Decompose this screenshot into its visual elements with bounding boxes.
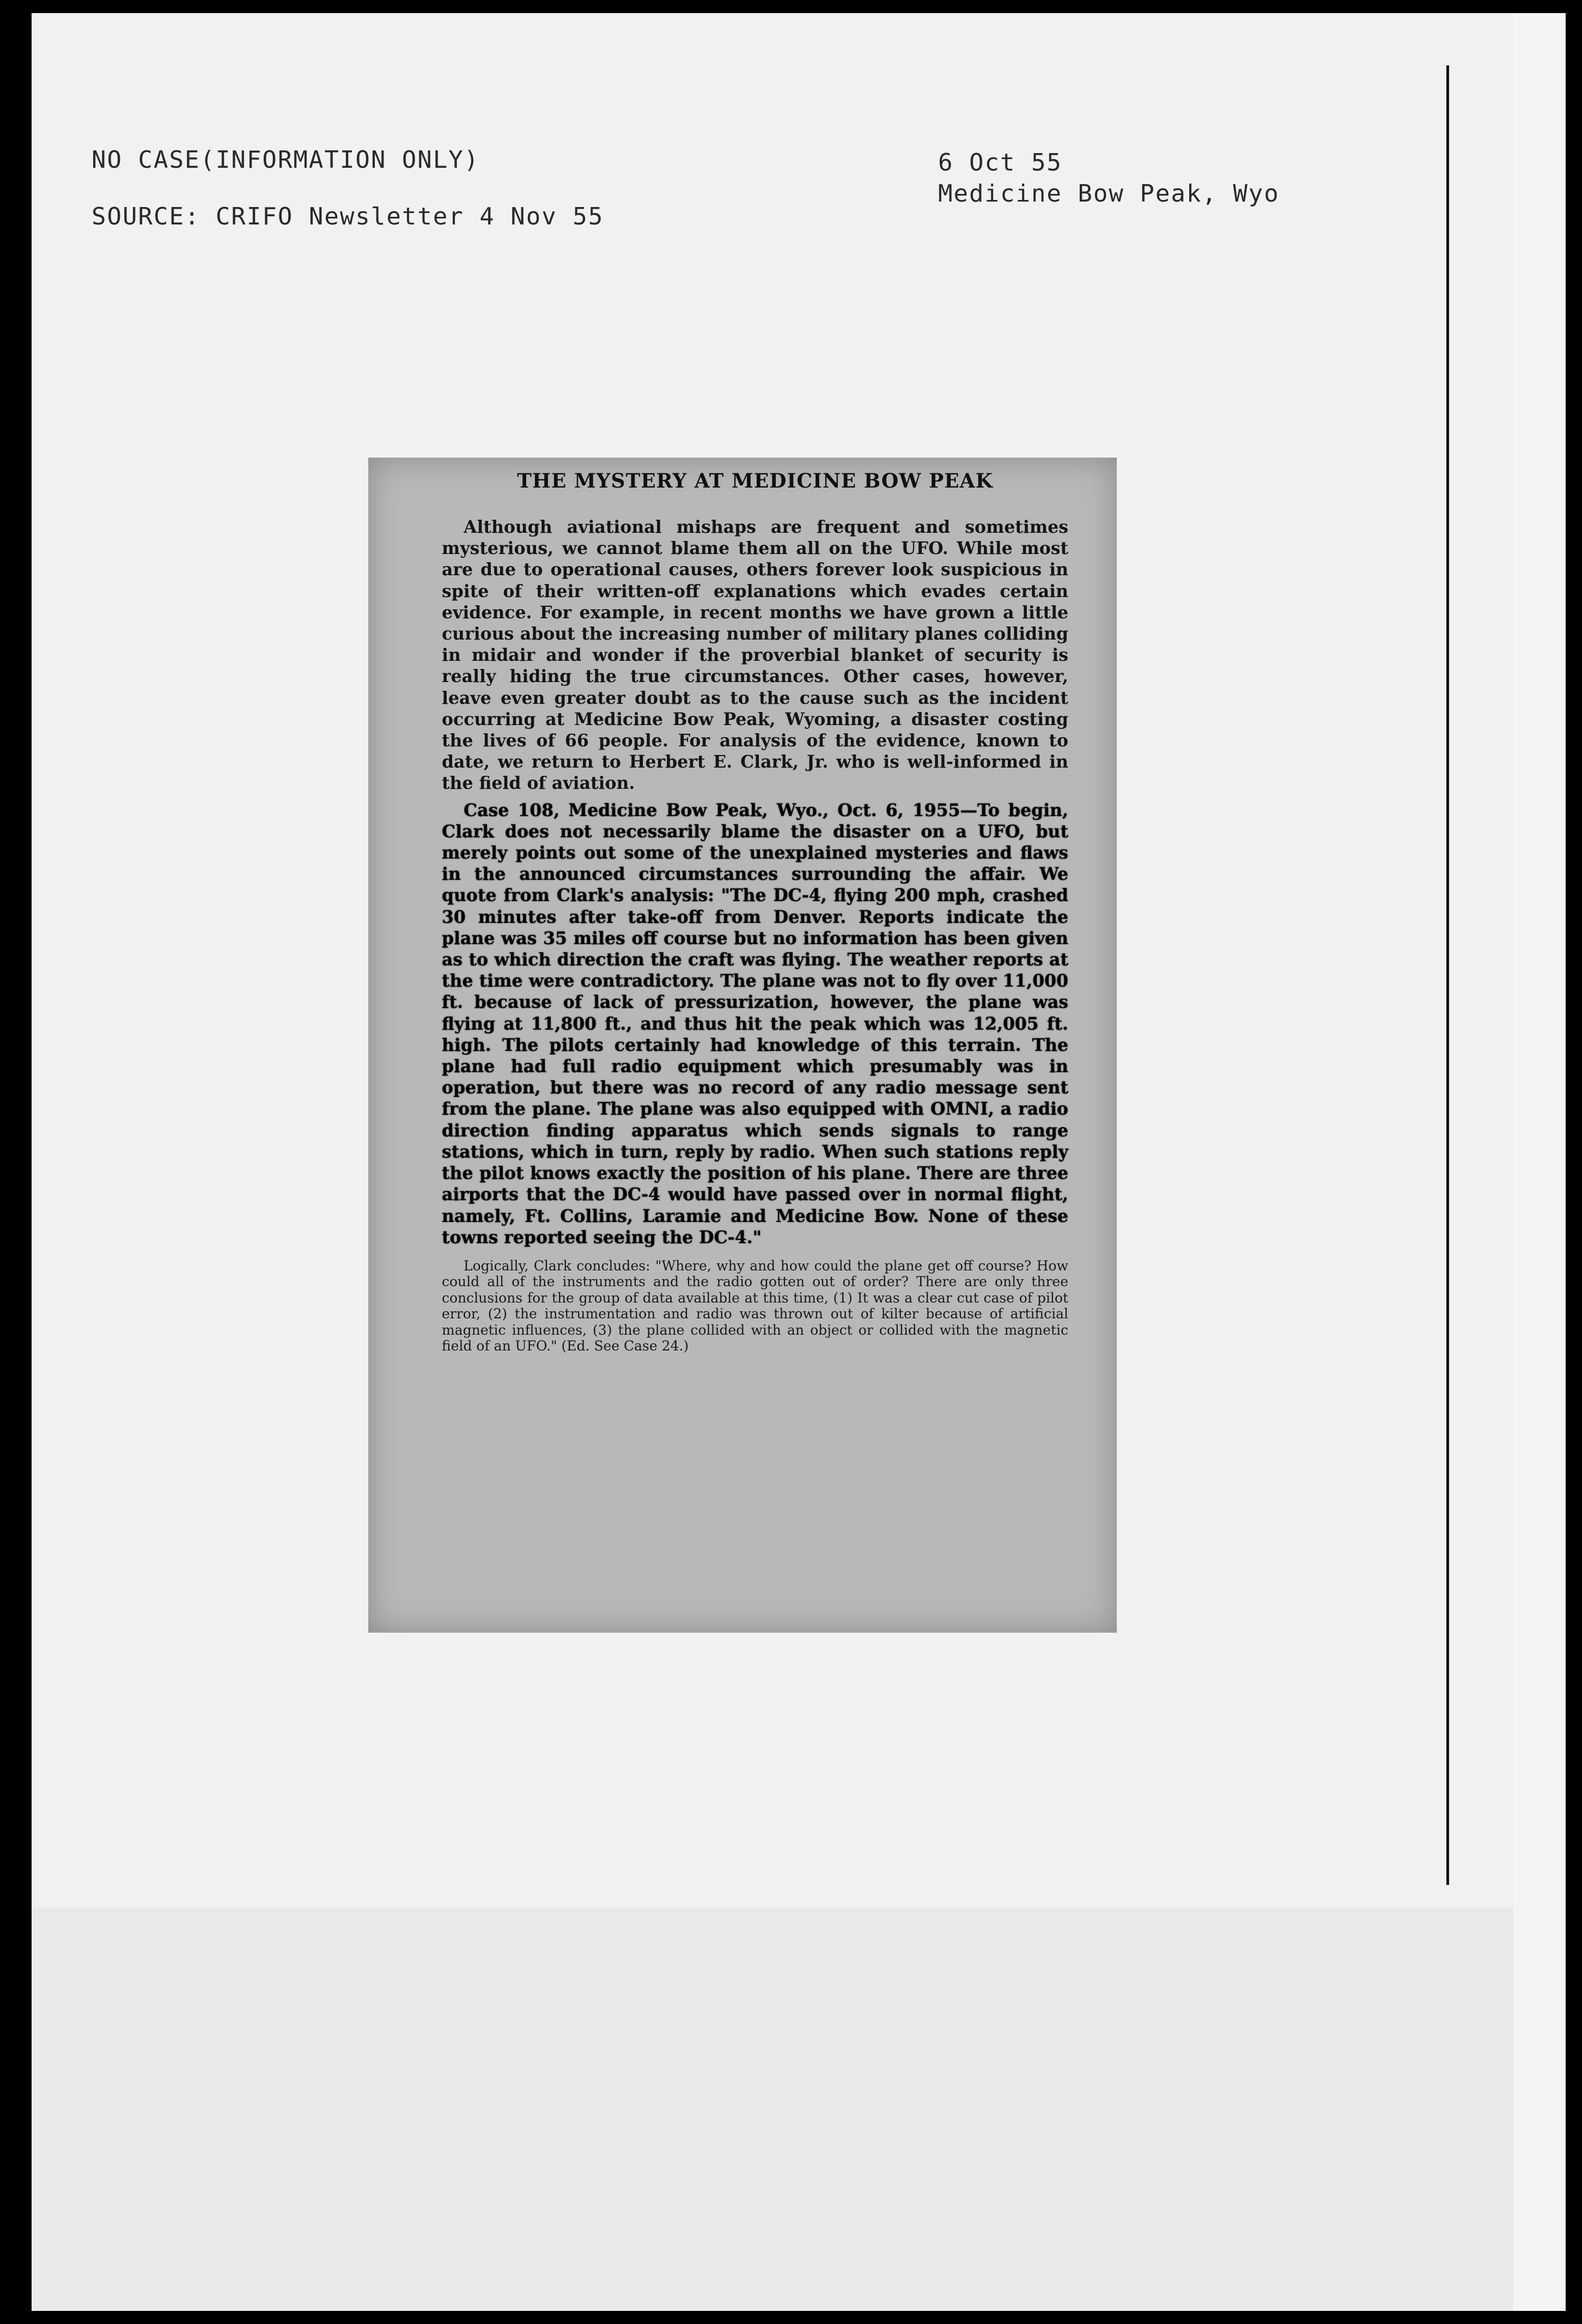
source-line: SOURCE: CRIFO Newsletter 4 Nov 55 <box>92 203 604 230</box>
clipping-paragraph: Logically, Clark concludes: "Where, why and how could the plane get off course? How could all of the instruments and the radio gotten out of order? There are only three conclusions for the group of data available at this time, (1) It was a clear cut case of pilot error, (2) the instrumentation and radio was thrown out of kilter because of artificial magnetic influences, (3) the plane collided with an object or collided with the magnetic field of an UFO." (Ed. See Case 24.) <box>442 1257 1068 1354</box>
clipping-paragraph: Case 108, Medicine Bow Peak, Wyo., Oct. 6, 1955—To begin, Clark does not necessarily blame the disaster on a UFO, but merely points out some of the unexplained mysteries and flaws in the announced circumstances surrounding the affair. We quote from Clark's analysis: "The DC-4, flying 200 mph, crashed 30 minutes after take-off from Denver. Reports indicate the plane was 35 miles off course but no information has been given as to which direction the craft was flying. The weather reports at the time were contradictory. The plane was not to fly over 11,000 ft. because of lack of pressurization, however, the plane was flying at 11,800 ft., and thus hit the peak which was 12,005 ft. high. The pilots certainly had knowledge of this terrain. The plane had full radio equipment which presumably was in operation, but there was no record of any radio message sent from the plane. The plane was also equipped with OMNI, a radio direction finding apparatus which sends signals to range stations, which in turn, reply by radio. When such stations reply the pilot knows exactly the position of his plane. There are three airports that the DC-4 would have passed over in normal flight, namely, Ft. Collins, Laramie and Medicine Bow. None of these towns reported seeing the DC-4." <box>442 800 1068 1248</box>
report-location: Medicine Bow Peak, Wyo <box>938 180 1280 208</box>
margin-rule <box>1446 65 1449 1885</box>
newspaper-clipping <box>368 458 1117 1633</box>
case-status: NO CASE(INFORMATION ONLY) <box>92 146 480 174</box>
page-edge-strip <box>1513 13 1566 2311</box>
report-date: 6 Oct 55 <box>938 149 1062 177</box>
page-background-lower <box>32 1908 1513 2311</box>
clipping-title: THE MYSTERY AT MEDICINE BOW PEAK <box>517 470 993 492</box>
clipping-paragraph: Although aviational mishaps are frequent and sometimes mysterious, we cannot blame them all on the UFO. While most are due to operational causes, others forever look suspicious in spite of their written-off explanations which evades certain evidence. For example, in recent months we have grown a little curious about the increasing number of military planes colliding in midair and wonder if the proverbial blanket of security is really hiding the true circumstances. Other cases, however, leave even greater doubt as to the cause such as the incident occurring at Medicine Bow Peak, Wyoming, a disaster costing the lives of 66 people. For analysis of the evidence, known to date, we return to Herbert E. Clark, Jr. who is well-informed in the field of aviation. <box>442 517 1068 794</box>
